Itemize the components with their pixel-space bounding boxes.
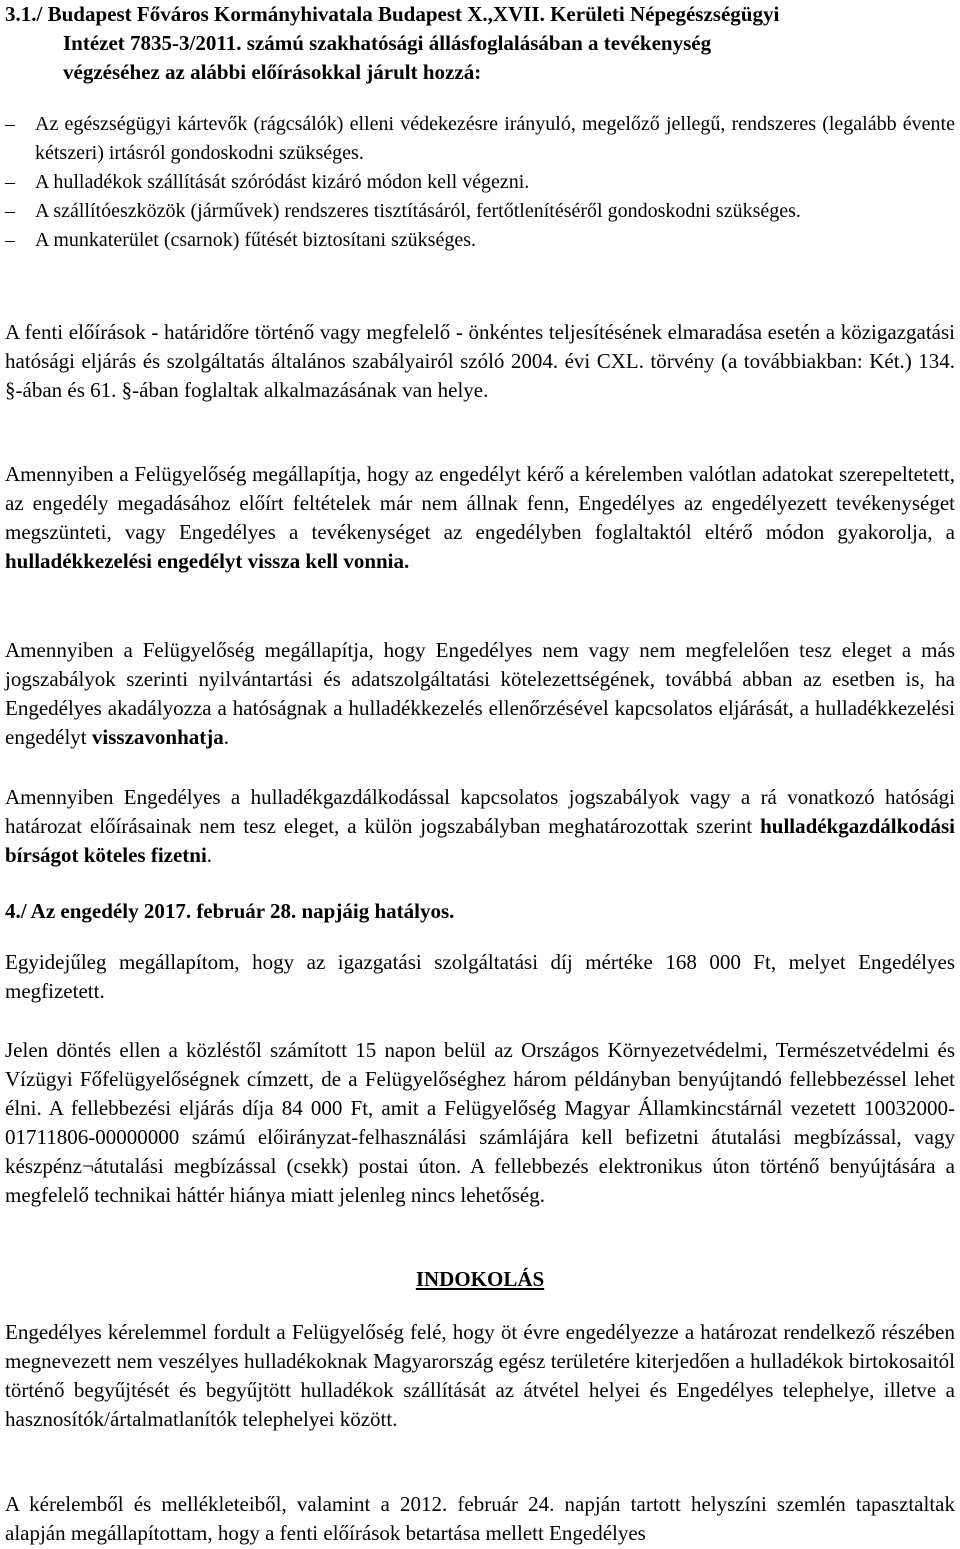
paragraph-text: Amennyiben Engedélyes a hulladékgazdálkodással kapcsolatos jogszabályok vagy a rá vonatkozó hatósági határozat előírásainak nem tesz eleget, a külön jogszabályban meghatározottak szerint [5,785,955,838]
paragraph-appeal [5,1036,955,1210]
list-item: – A hulladékok szállítását szóródást kizáró módon kell végezni. [5,168,955,197]
bold-text: hulladékgazdálkodási bírságot köteles fizetni [5,814,955,867]
paragraph-sanctions [5,318,955,405]
heading-line-2: Intézet 7835-3/2011. számú szakhatósági állásfoglalásában a tevékenység [63,31,712,55]
heading-line-3: végzéséhez az alábbi előírásokkal járult hozzá: [63,60,482,84]
paragraph-fine [5,783,955,870]
paragraph-text: Amennyiben a Felügyelőség megállapítja, hogy az engedélyt kérő a kérelemben valótlan adatokat szerepeltetett, az engedély megadásához előírt feltételek már nem állnak fenn, Engedélyes az engedélyezett tevékenységet megszünteti, vagy Engedélyes a tevékenységet az engedélyben foglaltaktól eltérő módon gyakorolja, a [5,462,955,544]
list-item: – A munkaterület (csarnok) fűtését biztosítani szükséges. [5,226,955,255]
paragraph-fee [5,948,955,1006]
paragraph-text: Engedélyes kérelemmel fordult a Felügyelőség felé, hogy öt évre engedélyezze a határozat rendelkező részében megnevezett nem veszélyes hulladékoknak Magyarország egész területére kiterjedően a hulladékok birtokosaitól történő begyűjtését és begyűjtött hulladékok szállítását az átvétel helyei és Engedélyes telephelye, illetve a hasznosítók/ártalmatlanítók telephelyei között. [5,1320,955,1431]
paragraph-application [5,1318,955,1434]
paragraph-findings [5,1490,955,1548]
punctuation: . [206,843,213,867]
paragraph-revocation-optional [5,636,955,752]
bold-text: visszavonhatja [91,725,224,749]
list-item: – Az egészségügyi kártevők (rágcsálók) elleni védekezésre irányuló, megelőző jellegű, rendszeres (legalább évente kétszeri) irtásról gondoskodni szükséges. [5,110,955,168]
section-4-title: 4./ Az engedély 2017. február 28. napjáig hatályos. [5,899,455,923]
punctuation: . [223,725,229,749]
bold-text: hulladékkezelési engedélyt vissza kell vonnia. [5,549,410,573]
paragraph-text: A fenti előírások - határidőre történő vagy megfelelő - önkéntes teljesítésének elmaradása esetén a közigazgatási hatósági eljárás és szolgáltatás általános szabályairól szóló 2004. évi CXL. törvény (a továbbiakban: Két.) 134. §-ában és 61. §-ában foglaltak alkalmazásának van helye. [5,320,955,402]
section-heading-4 [5,897,955,926]
requirements-list [5,110,955,255]
list-item: – A szállítóeszközök (járművek) rendszeres tisztításáról, fertőtlenítéséről gondoskodni szükséges. [5,197,955,226]
paragraph-text: A kérelemből és mellékleteiből, valamint a 2012. február 24. napján tartott helyszíni szemlén tapasztaltak alapján megállapítottam, hogy a fenti előírások betartása mellett Engedélyes [5,1492,955,1545]
paragraph-text: Egyidejűleg megállapítom, hogy az igazgatási szolgáltatási díj mértéke 168 000 Ft, melyet Engedélyes megfizetett. [5,950,955,1003]
indokolas-heading: INDOKOLÁS [415,1267,545,1291]
paragraph-text: Jelen döntés ellen a közléstől számított 15 napon belül az Országos Környezetvédelmi, Természetvédelmi és Vízügyi Főfelügyelőségnek címzett, de a Felügyelőséghez három példányban benyújtandó fellebbezéssel lehet élni. A fellebbezési eljárás díja 84 000 Ft, amit a Felügyelőség Magyar Államkincstárnál vezetett 10032000-01711806-00000000 számú előirányzat-felhasználási számlájára kell befizetni átutalási megbízással, vagy készpénz¬átutalási megbízással (csekk) postai úton. A fellebbezés elektronikus úton történő benyújtására a megfelelő technikai háttér hiánya miatt jelenleg nincs lehetőség. [5,1038,955,1207]
heading-line-1: 3.1./ Budapest Főváros Kormányhivatala Budapest X.,XVII. Kerületi Népegészségügyi [5,2,780,26]
paragraph-revocation [5,460,955,576]
paragraph-text: Amennyiben a Felügyelőség megállapítja, hogy Engedélyes nem vagy nem megfelelően tesz eleget a más jogszabályok szerinti nyilvántartási és adatszolgáltatási kötelezettségének, továbbá abban az esetben is, ha Engedélyes akadályozza a hatóságnak a hulladékkezelés ellenőrzésével kapcsolatos eljárását, a hulladékkezelési engedélyt [5,638,955,749]
section-heading-3-1 [5,0,955,87]
indokolas-heading-block [5,1265,955,1294]
